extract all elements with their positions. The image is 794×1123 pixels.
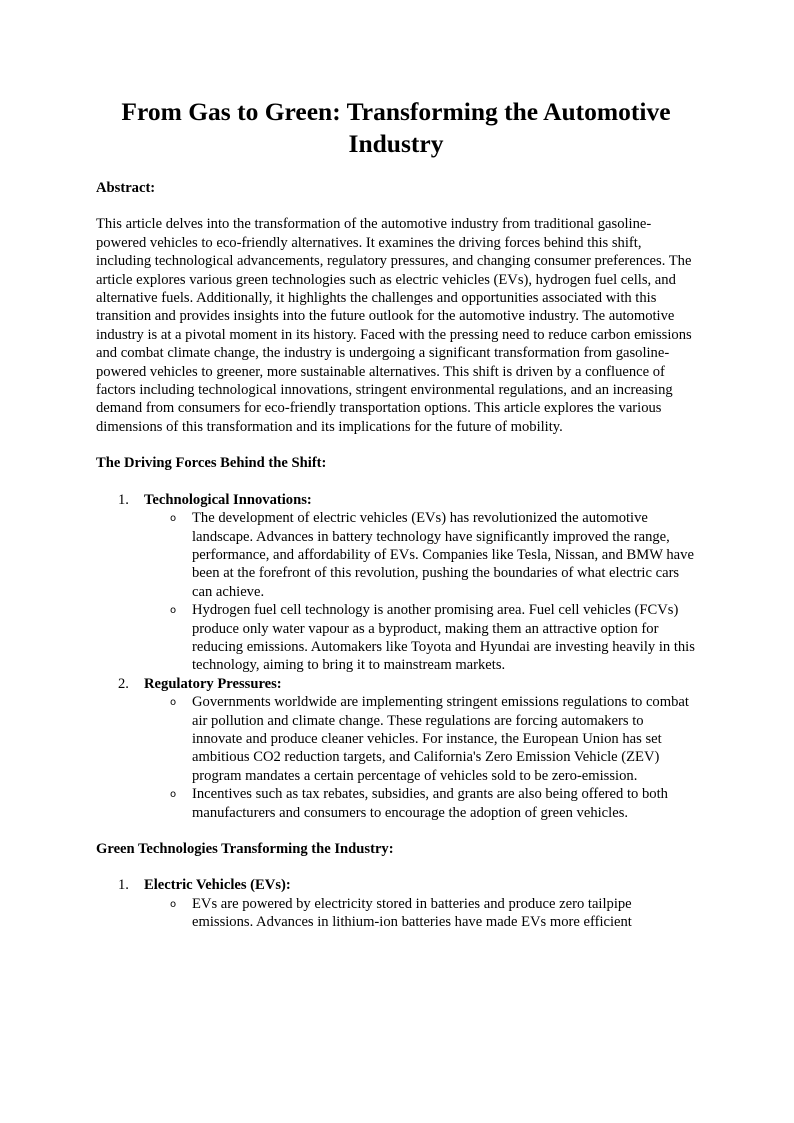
sub-bullet-item (144, 509, 696, 601)
sub-bullet-text: The development of electric vehicles (EVs) has revolutionized the automotive landscape. Advances in battery technology have significantly improved the range, performance, and affordability of EVs. Companies like Tesla, Nissan, and BMW have been at the forefront of this revolution, pushing the boundaries of what electric cars can achieve. (192, 510, 694, 600)
list-item-title: Technological Innovations: (144, 491, 312, 508)
sub-bullet-item (144, 895, 696, 932)
document-page (96, 96, 696, 932)
list-number: 1. (118, 491, 129, 508)
circle-bullet-icon: o (170, 513, 177, 525)
circle-bullet-icon: o (170, 697, 177, 709)
sub-bullet-item (144, 693, 696, 785)
abstract-body: This article delves into the transformation of the automotive industry from traditional gasoline-powered vehicles to eco-friendly alternatives. It examines the driving forces behind this shift, including technological advancements, regulatory pressures, and changing consumer preferences. The article explores various green technologies such as electric vehicles (EVs), hydrogen fuel cells, and alternative fuels. Additionally, it highlights the challenges and opportunities associated with this transition and provides insights into the future outlook for the automotive industry. The automotive industry is at a pivotal moment in its history. Faced with the pressing need to reduce carbon emissions and combat climate change, the industry is undergoing a significant transformation from gasoline-powered vehicles to greener, more sustainable alternatives. This shift is driven by a confluence of factors including technological innovations, stringent environmental regulations, and an increasing demand from consumers for eco-friendly transportation options. This article explores the various dimensions of this transformation and its implications for the future of mobility. (96, 216, 692, 435)
list-number: 2. (118, 675, 129, 692)
section-heading-driving-forces: The Driving Forces Behind the Shift: (96, 455, 327, 472)
list-item-title: Regulatory Pressures: (144, 675, 282, 692)
sub-bullet-text: EVs are powered by electricity stored in batteries and produce zero tailpipe emissions. Advances in lithium-ion batteries have made EVs more efficient (192, 895, 632, 931)
list-number: 1. (118, 877, 129, 894)
list-item-regulatory-pressures (96, 675, 696, 822)
sub-bullet-text: Hydrogen fuel cell technology is another promising area. Fuel cell vehicles (FCVs) produce only water vapour as a byproduct, making them an attractive option for reducing emissions. Automakers like Toyota and Hyundai are investing heavily in this technology, aiming to bring it to mainstream markets. (192, 602, 695, 674)
circle-bullet-icon: o (170, 898, 177, 910)
green-technologies-list (96, 876, 696, 931)
sub-bullet-list (144, 895, 696, 932)
sub-bullet-item (144, 785, 696, 822)
sub-bullet-text: Incentives such as tax rebates, subsidies, and grants are also being offered to both manufacturers and consumers to encourage the adoption of green vehicles. (192, 786, 668, 821)
list-item-technological-innovations (96, 491, 696, 675)
list-item-title: Electric Vehicles (EVs): (144, 877, 291, 894)
sub-bullet-list (144, 693, 696, 822)
sub-bullet-item (144, 601, 696, 675)
abstract-heading: Abstract: (96, 180, 156, 196)
document-title: From Gas to Green: Transforming the Automotive Industry (121, 97, 671, 158)
driving-forces-list (96, 491, 696, 822)
sub-bullet-list (144, 509, 696, 675)
circle-bullet-icon: o (170, 789, 177, 801)
sub-bullet-text: Governments worldwide are implementing stringent emissions regulations to combat air pollution and climate change. These regulations are forcing automakers to innovate and produce cleaner vehicles. For instance, the European Union has set ambitious CO2 reduction targets, and California's Zero Emission Vehicle (ZEV) program mandates a certain percentage of vehicles sold to be zero-emission. (192, 694, 689, 784)
circle-bullet-icon: o (170, 605, 177, 617)
list-item-electric-vehicles (96, 876, 696, 931)
section-heading-green-technologies: Green Technologies Transforming the Industry: (96, 841, 394, 857)
